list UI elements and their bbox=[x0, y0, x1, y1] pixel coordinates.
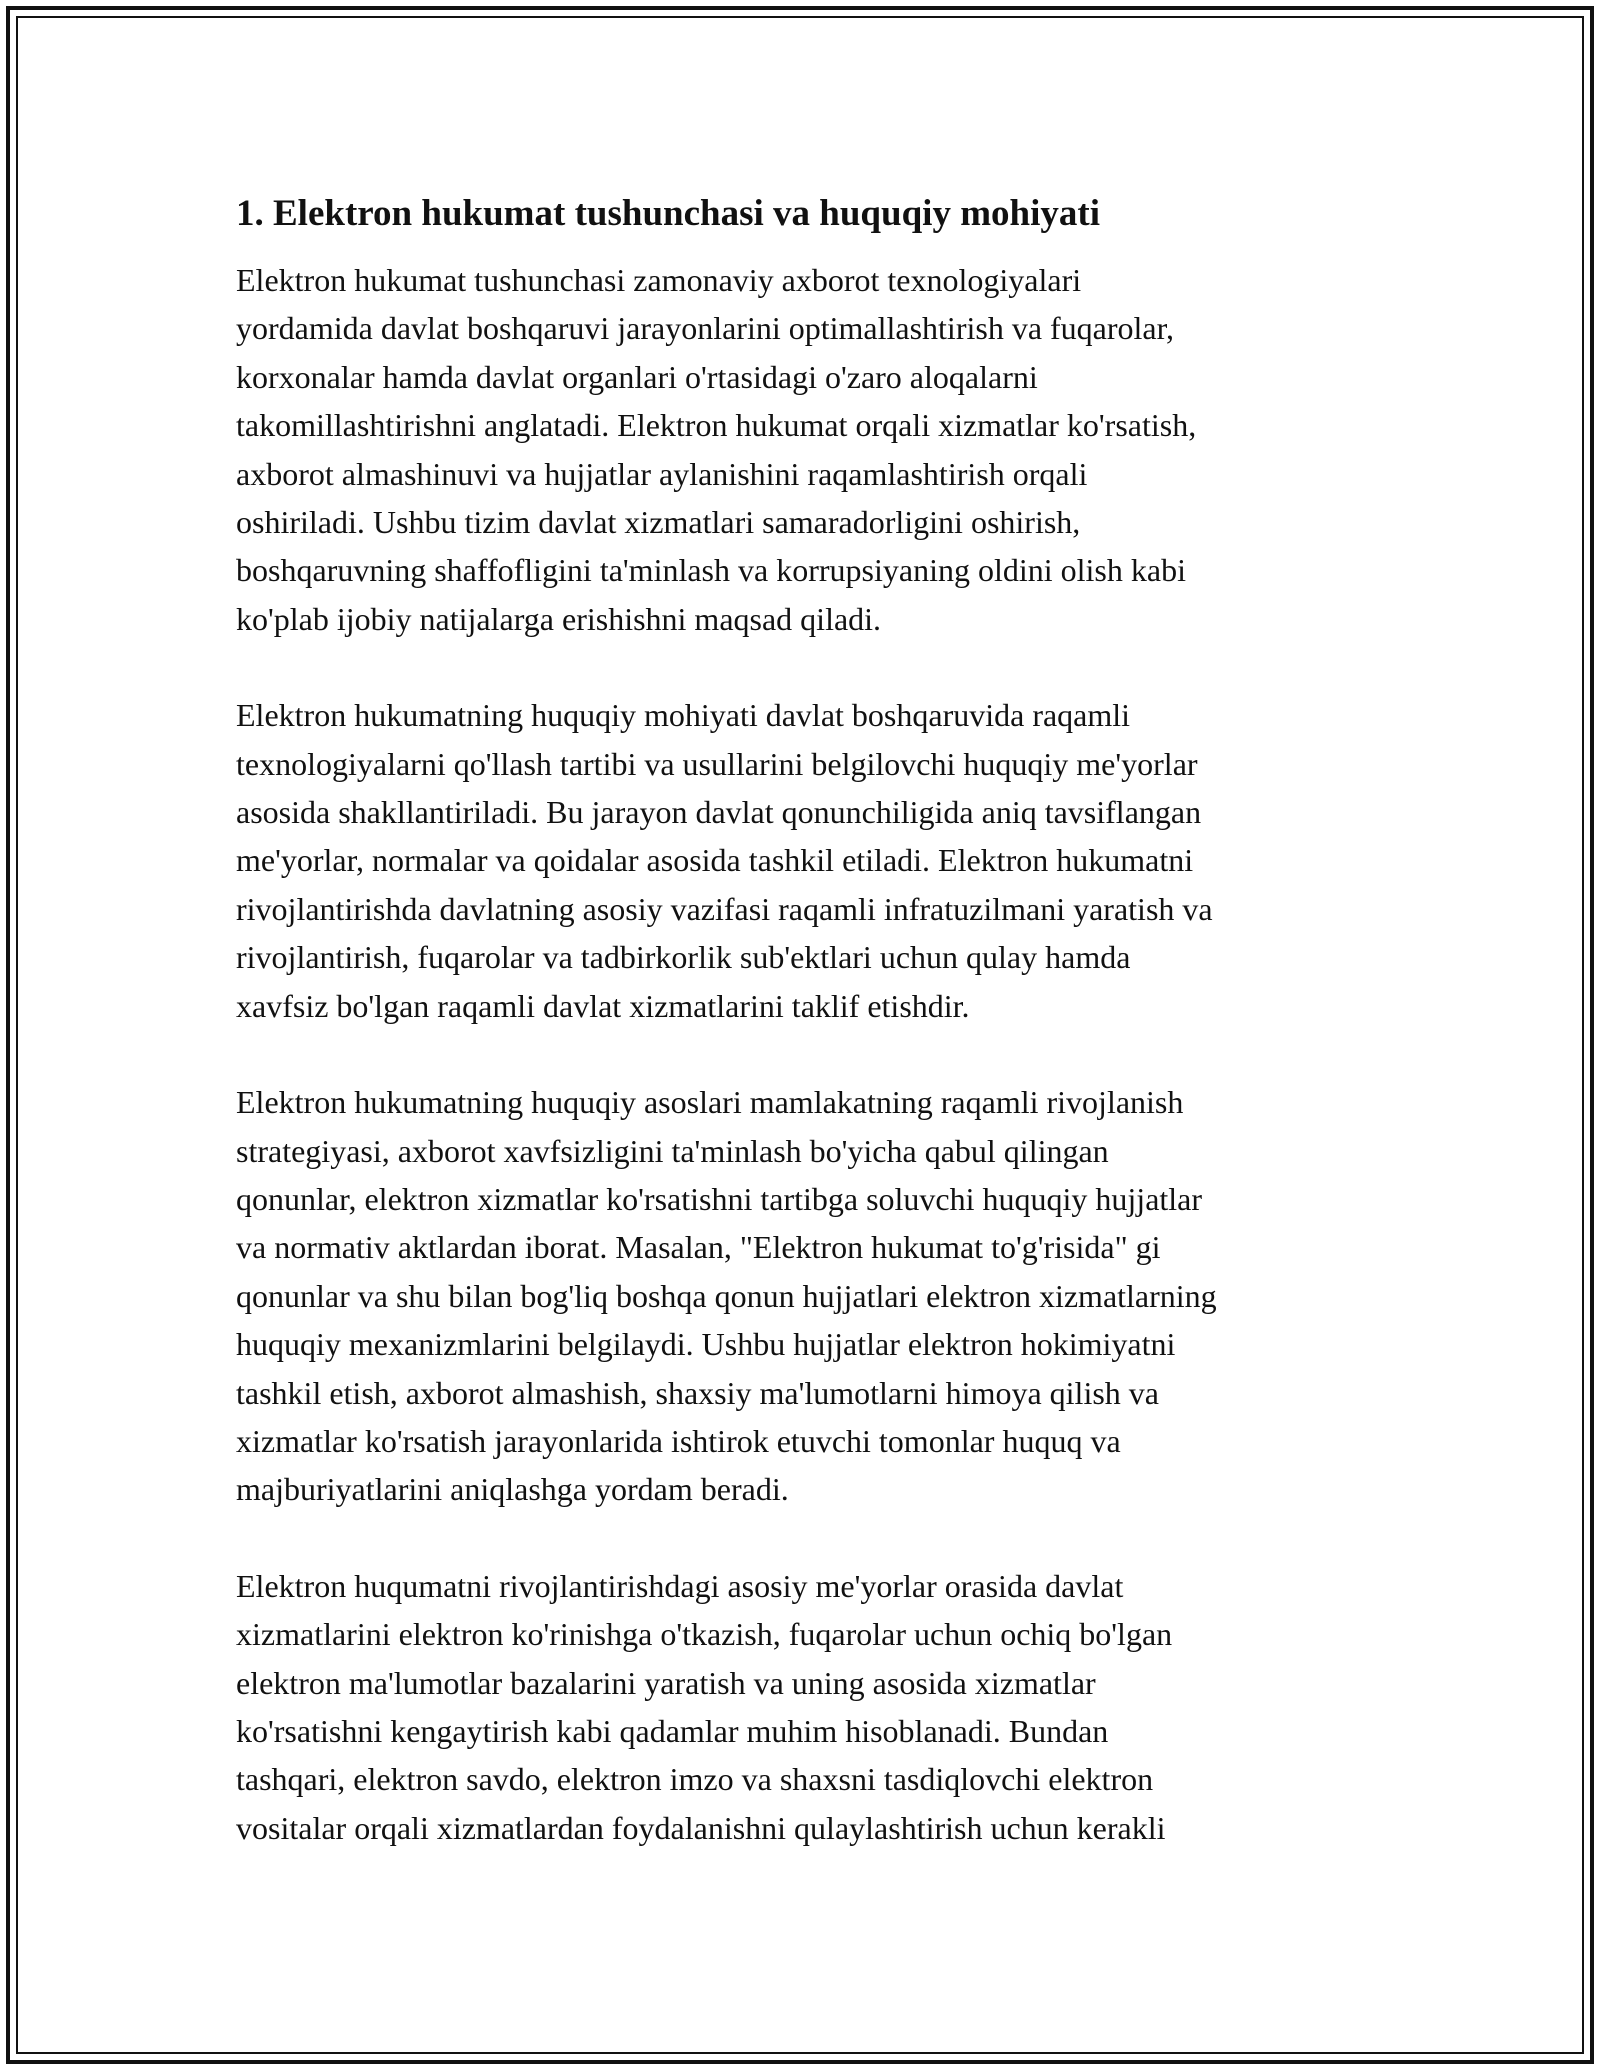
text-line: asosida shakllantiriladi. Bu jarayon davlat qonunchiligida aniq tavsiflangan bbox=[236, 794, 1202, 831]
text-line: xizmatlar ko'rsatish jarayonlarida ishtirok etuvchi tomonlar huquq va bbox=[236, 1422, 1121, 1459]
text-line: qonunlar, elektron xizmatlar ko'rsatishni tartibga soluvchi huquqiy hujjatlar bbox=[236, 1180, 1203, 1217]
paragraph-3 bbox=[236, 1078, 1366, 1514]
text-line: me'yorlar, normalar va qoidalar asosida tashkil etiladi. Elektron hukumatni bbox=[236, 842, 1194, 879]
text-line: yordamida davlat boshqaruvi jarayonlarini optimallashtirish va fuqarolar, bbox=[236, 310, 1174, 347]
text-line: huquqiy mexanizmlarini belgilaydi. Ushbu hujjatlar elektron hokimiyatni bbox=[236, 1326, 1176, 1363]
text-line: boshqaruvning shaffofligini ta'minlash va korrupsiyaning oldini olish kabi bbox=[236, 552, 1186, 589]
text-line: oshiriladi. Ushbu tizim davlat xizmatlari samaradorligini oshirish, bbox=[236, 504, 1081, 541]
text-line: strategiyasi, axborot xavfsizligini ta'minlash bo'yicha qabul qilingan bbox=[236, 1132, 1109, 1169]
section-heading: 1. Elektron hukumat tushunchasi va huquqiy mohiyati bbox=[236, 193, 1100, 234]
paragraph-2 bbox=[236, 691, 1366, 1030]
text-line: va normativ aktlardan iborat. Masalan, "Elektron hukumat to'g'risida" gi bbox=[236, 1229, 1161, 1266]
text-line: qonunlar va shu bilan bog'liq boshqa qonun hujjatlari elektron xizmatlarning bbox=[236, 1277, 1217, 1314]
document-body bbox=[236, 190, 1366, 1900]
text-line: axborot almashinuvi va hujjatlar aylanishini raqamlashtirish orqali bbox=[236, 455, 1088, 492]
text-line: rivojlantirishda davlatning asosiy vazifasi raqamli infratuzilmani yaratish va bbox=[236, 890, 1213, 927]
text-line: ko'rsatishni kengaytirish kabi qadamlar muhim hisoblanadi. Bundan bbox=[236, 1712, 1109, 1749]
text-line: rivojlantirish, fuqarolar va tadbirkorlik sub'ektlari uchun qulay hamda bbox=[236, 939, 1131, 976]
text-line: Elektron huqumatni rivojlantirishdagi asosiy me'yorlar orasida davlat bbox=[236, 1567, 1124, 1604]
text-line: xizmatlarini elektron ko'rinishga o'tkazish, fuqarolar uchun ochiq bo'lgan bbox=[236, 1616, 1173, 1653]
text-line: texnologiyalarni qo'llash tartibi va usullarini belgilovchi huquqiy me'yorlar bbox=[236, 745, 1198, 782]
paragraph-1 bbox=[236, 256, 1366, 643]
text-line: Elektron hukumat tushunchasi zamonaviy axborot texnologiyalari bbox=[236, 262, 1082, 298]
text-line: korxonalar hamda davlat organlari o'rtasidagi o'zaro aloqalarni bbox=[236, 358, 1038, 395]
text-line: vositalar orqali xizmatlardan foydalanishni qulaylashtirish uchun kerakli bbox=[236, 1809, 1166, 1846]
text-line: Elektron hukumatning huquqiy mohiyati davlat boshqaruvida raqamli bbox=[236, 697, 1131, 734]
text-line: takomillashtirishni anglatadi. Elektron hukumat orqali xizmatlar ko'rsatish, bbox=[236, 407, 1197, 444]
paragraph-4 bbox=[236, 1562, 1366, 1852]
text-line: elektron ma'lumotlar bazalarini yaratish va uning asosida xizmatlar bbox=[236, 1664, 1096, 1701]
text-line: majburiyatlarini aniqlashga yordam beradi. bbox=[236, 1471, 789, 1508]
text-line: xavfsiz bo'lgan raqamli davlat xizmatlarini taklif etishdir. bbox=[236, 987, 970, 1024]
text-line: Elektron hukumatning huquqiy asoslari mamlakatning raqamli rivojlanish bbox=[236, 1084, 1184, 1121]
text-line: tashqari, elektron savdo, elektron imzo va shaxsni tasdiqlovchi elektron bbox=[236, 1761, 1154, 1798]
text-line: ko'plab ijobiy natijalarga erishishni maqsad qiladi. bbox=[236, 600, 882, 637]
text-line: tashkil etish, axborot almashish, shaxsiy ma'lumotlarni himoya qilish va bbox=[236, 1374, 1159, 1411]
